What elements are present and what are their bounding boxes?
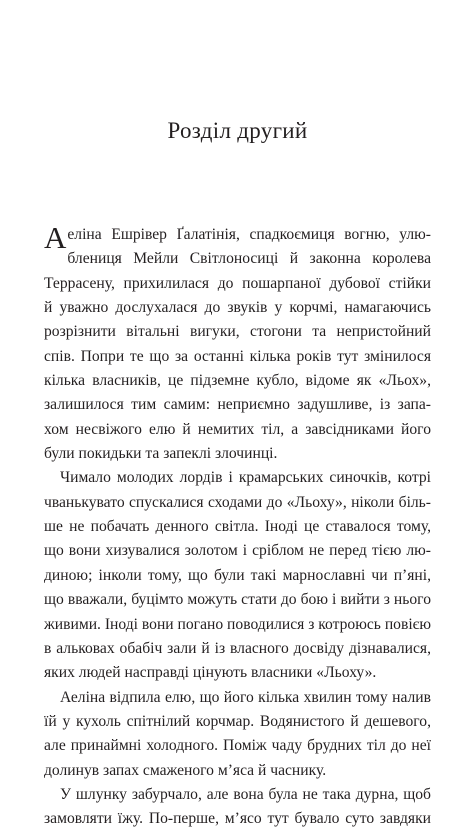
text-line: спів. Попри те що за останні кілька років тут змінилося (44, 347, 431, 365)
text-line: їй у кухоль спітнілий корчмар. Водянистого й дешевого, (44, 712, 431, 730)
text-line: розрізнити вітальні вигуки, стогони та непристойний (44, 323, 431, 341)
text-line: були покидьки та запеклі злочинці. (44, 445, 278, 463)
text-line: й уважно дослухалася до звуків у корчмі, намагаючись (44, 299, 431, 317)
text-line: Чимало молодих лордів і крамарських синочків, котрі (60, 469, 431, 487)
text-line: що вони хизувалися золотом і сріблом не перед тією лю- (44, 542, 431, 560)
text-line: еліна Ешрівер Ґалатінія, спадкоємиця вогню, улю- (67, 226, 431, 243)
text-line: Аеліна відпила елю, що його кілька хвилин тому налив (60, 688, 431, 706)
paragraph-1 (44, 220, 431, 466)
drop-cap: А (44, 220, 67, 255)
text-line: Террасену, прихилилася до пошарпаної дубової стійки (44, 274, 431, 292)
text-line: ше не побачать денного світла. Іноді це ставалося тому, (44, 518, 431, 536)
paragraph-3 (44, 686, 431, 783)
text-line: яких людей насправді цінують власники «Льоху». (44, 664, 377, 682)
text-line: замовляти їжу. По-перше, м’ясо тут бувало суто завдяки (44, 810, 431, 828)
text-line: хом несвіжого елю й немитих тіл, а завсідниками його (44, 420, 431, 438)
paragraph-4 (44, 783, 431, 832)
text-line: блениця Мейли Світлоносиці й законна королева (67, 250, 431, 268)
first-line (44, 220, 431, 255)
text-line: живими. Іноді вони погано поводилися з котроюсь повією (44, 615, 431, 633)
text-line: кілька власників, це підземне кубло, відоме як «Льох», (44, 372, 431, 390)
text-line: У шлунку забурчало, але вона була не така дурна, щоб (60, 785, 431, 803)
text-line: але принаймні холодного. Поміж чаду брудних тіл до неї (44, 737, 431, 755)
body-text (44, 220, 431, 832)
chapter-title: Розділ другий (167, 118, 308, 143)
text-line: диною; інколи тому, що були такі марнославні чи п’яні, (44, 566, 431, 584)
text-line: що вважали, буцімто можуть стати до бою і вийти з нього (44, 591, 431, 609)
text-line: в альковах обабіч зали й із власного досвіду дізнавалися, (44, 639, 431, 657)
text-line: залишилося тим самим: неприємно задушливе, із запа- (44, 396, 431, 414)
text-line: чванькувато спускалися сходами до «Льоху», ніколи біль- (44, 493, 431, 511)
text-line: долинув запах смаженого м’яса й часнику. (44, 761, 327, 779)
paragraph-2 (44, 466, 431, 685)
